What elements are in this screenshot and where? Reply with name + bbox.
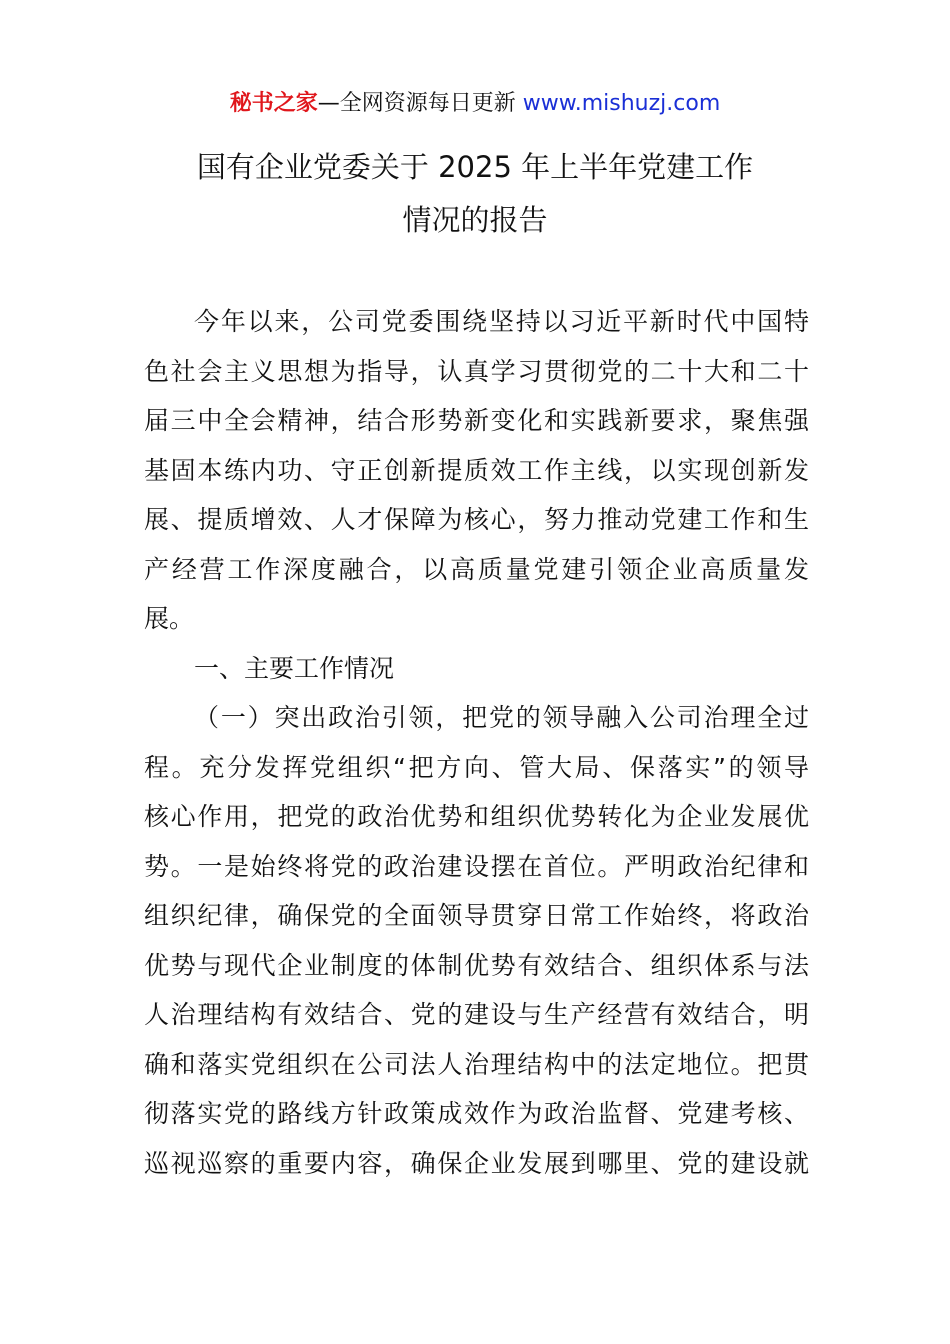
paragraph-1-line: 展、提质增效、人才保障为核心，努力推动党建工作和生 bbox=[144, 505, 809, 534]
paragraph-1-line: 今年以来，公司党委围绕坚持以习近平新时代中国特 bbox=[194, 307, 809, 336]
paragraph-1-line: 届三中全会精神，结合形势新变化和实践新要求，聚焦强 bbox=[144, 406, 809, 435]
paragraph-2-line: 优势与现代企业制度的体制优势有效结合、组织体系与法 bbox=[144, 950, 809, 980]
paragraph-2-line: （一）突出政治引领，把党的领导融入公司治理全过 bbox=[194, 703, 809, 732]
paragraph-2-line: 组织纪律，确保党的全面领导贯穿日常工作始终，将政治 bbox=[144, 901, 809, 930]
paragraph-2-line: 核心作用，把党的政治优势和组织优势转化为企业发展优 bbox=[144, 802, 809, 831]
document-body bbox=[144, 297, 809, 1188]
brand-name: 秘书之家 bbox=[229, 91, 318, 116]
header-tagline: —全网资源每日更新 bbox=[317, 91, 523, 116]
paragraph-2-line: 人治理结构有效结合、党的建设与生产经营有效结合，明 bbox=[144, 1000, 809, 1029]
source-header bbox=[0, 88, 950, 120]
paragraph-1-line: 展。 bbox=[144, 604, 195, 633]
header-url-link[interactable]: www.mishuzj.com bbox=[522, 91, 721, 116]
paragraph-1-line: 产经营工作深度融合，以高质量党建引领企业高质量发 bbox=[144, 554, 809, 584]
paragraph-2-line: 势。一是始终将党的政治建设摆在首位。严明政治纪律和 bbox=[144, 851, 809, 881]
paragraph-1-line: 色社会主义思想为指导，认真学习贯彻党的二十大和二十 bbox=[144, 356, 809, 386]
section-heading: 一、主要工作情况 bbox=[194, 653, 395, 683]
paragraph-1-line: 基固本练内功、守正创新提质效工作主线，以实现创新发 bbox=[144, 455, 809, 485]
paragraph-2-line: 巡视巡察的重要内容，确保企业发展到哪里、党的建设就 bbox=[144, 1148, 809, 1178]
paragraph-2-line: 彻落实党的路线方针政策成效作为政治监督、党建考核、 bbox=[144, 1099, 809, 1128]
paragraph-2-line: 确和落实党组织在公司法人治理结构中的法定地位。把贯 bbox=[144, 1049, 809, 1079]
paragraph-2-line: 程。充分发挥党组织“把方向、管大局、保落实”的领导 bbox=[144, 752, 809, 782]
document-title-line-2: 情况的报告 bbox=[402, 203, 548, 237]
document-title-line-1: 国有企业党委关于 2025 年上半年党建工作 bbox=[196, 150, 754, 184]
